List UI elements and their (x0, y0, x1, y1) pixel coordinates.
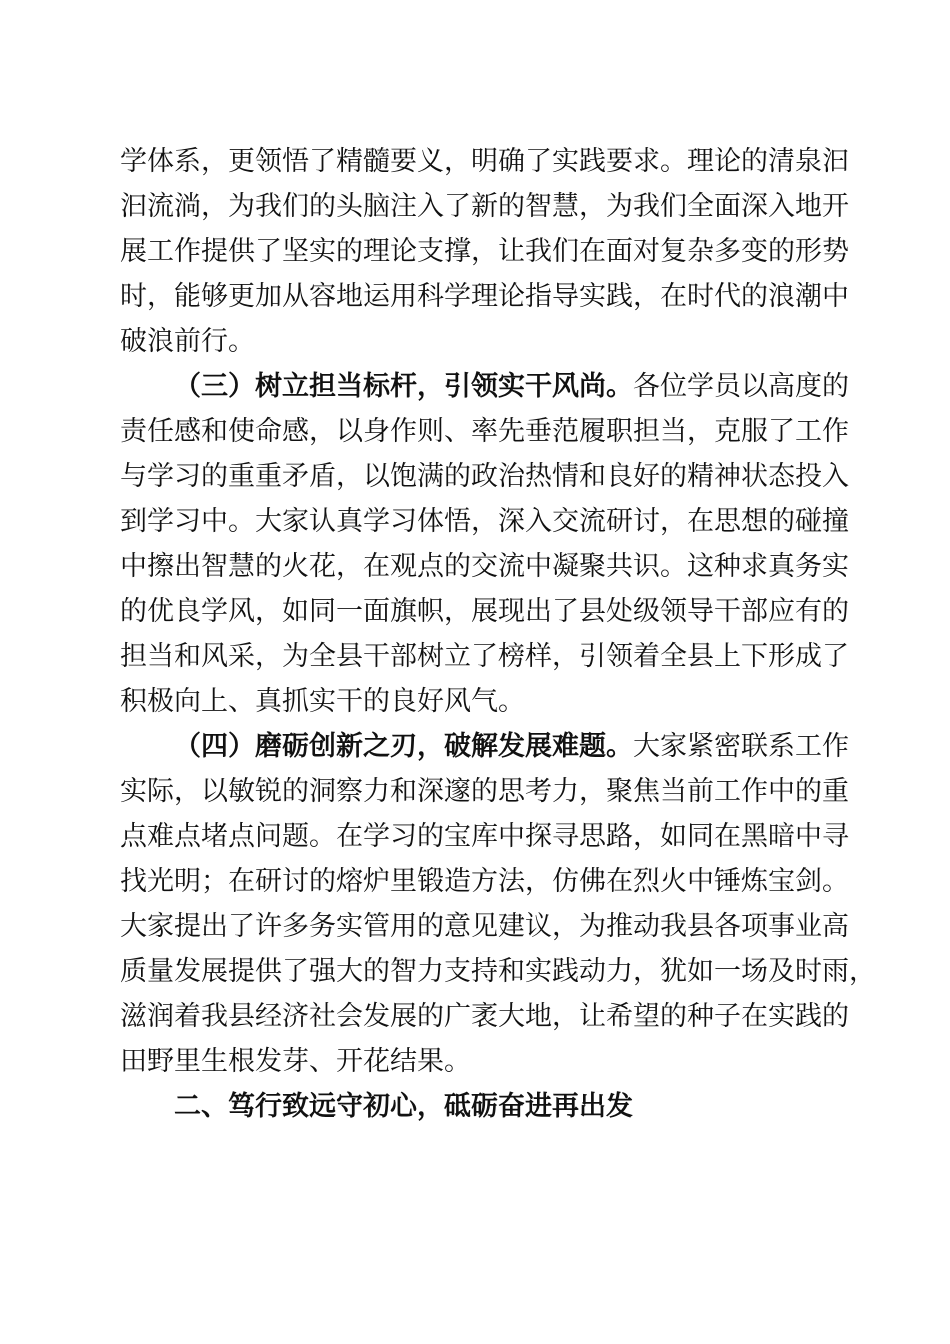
para1-line-1: 学体系，更领悟了精髓要义，明确了实践要求。理论的清泉汩 (120, 146, 849, 177)
para2-first-rest: 各位学员以高度的 (633, 371, 849, 402)
para2-first-line (174, 365, 849, 409)
section-heading: 二、笃行致远守初心，砥砺奋进再出发 (174, 1091, 633, 1122)
para2-line-6: 的优良学风，如同一面旗帜，展现出了县处级领导干部应有的 (120, 596, 849, 627)
para2-line-3: 与学习的重重矛盾，以饱满的政治热情和良好的精神状态投入 (120, 461, 849, 492)
para3-line-4: 找光明；在研讨的熔炉里锻造方法，仿佛在烈火中锤炼宝剑。 (120, 866, 849, 897)
para2-line-8: 积极向上、真抓实干的良好风气。 (120, 686, 525, 717)
para1-line-2: 汩流淌，为我们的头脑注入了新的智慧，为我们全面深入地开 (120, 191, 849, 222)
para2-line-5: 中擦出智慧的火花，在观点的交流中凝聚共识。这种求真务实 (120, 551, 849, 582)
para3-line-2: 实际，以敏锐的洞察力和深邃的思考力，聚焦当前工作中的重 (120, 776, 849, 807)
para3-line-8: 田野里生根发芽、开花结果。 (120, 1046, 471, 1077)
para3-heading: （四）磨砺创新之刃，破解发展难题。 (174, 731, 633, 762)
para3-line-6: 质量发展提供了强大的智力支持和实践动力，犹如一场及时雨， (120, 956, 876, 987)
para2-heading: （三）树立担当标杆，引领实干风尚。 (174, 371, 633, 402)
para3-line-5: 大家提出了许多务实管用的意见建议，为推动我县各项事业高 (120, 911, 849, 942)
para1-line-4: 时，能够更加从容地运用科学理论指导实践，在时代的浪潮中 (120, 281, 849, 312)
para3-line-3: 点难点堵点问题。在学习的宝库中探寻思路，如同在黑暗中寻 (120, 821, 849, 852)
para3-line-7: 滋润着我县经济社会发展的广袤大地，让希望的种子在实践的 (120, 1001, 849, 1032)
para1-line-3: 展工作提供了坚实的理论支撑，让我们在面对复杂多变的形势 (120, 236, 849, 267)
para1-line-5: 破浪前行。 (120, 326, 255, 357)
para3-first-line (174, 725, 849, 769)
para2-line-4: 到学习中。大家认真学习体悟，深入交流研讨，在思想的碰撞 (120, 506, 849, 537)
para3-first-rest: 大家紧密联系工作 (633, 731, 849, 762)
para2-line-7: 担当和风采，为全县干部树立了榜样，引领着全县上下形成了 (120, 641, 849, 672)
para2-line-2: 责任感和使命感，以身作则、率先垂范履职担当，克服了工作 (120, 416, 849, 447)
